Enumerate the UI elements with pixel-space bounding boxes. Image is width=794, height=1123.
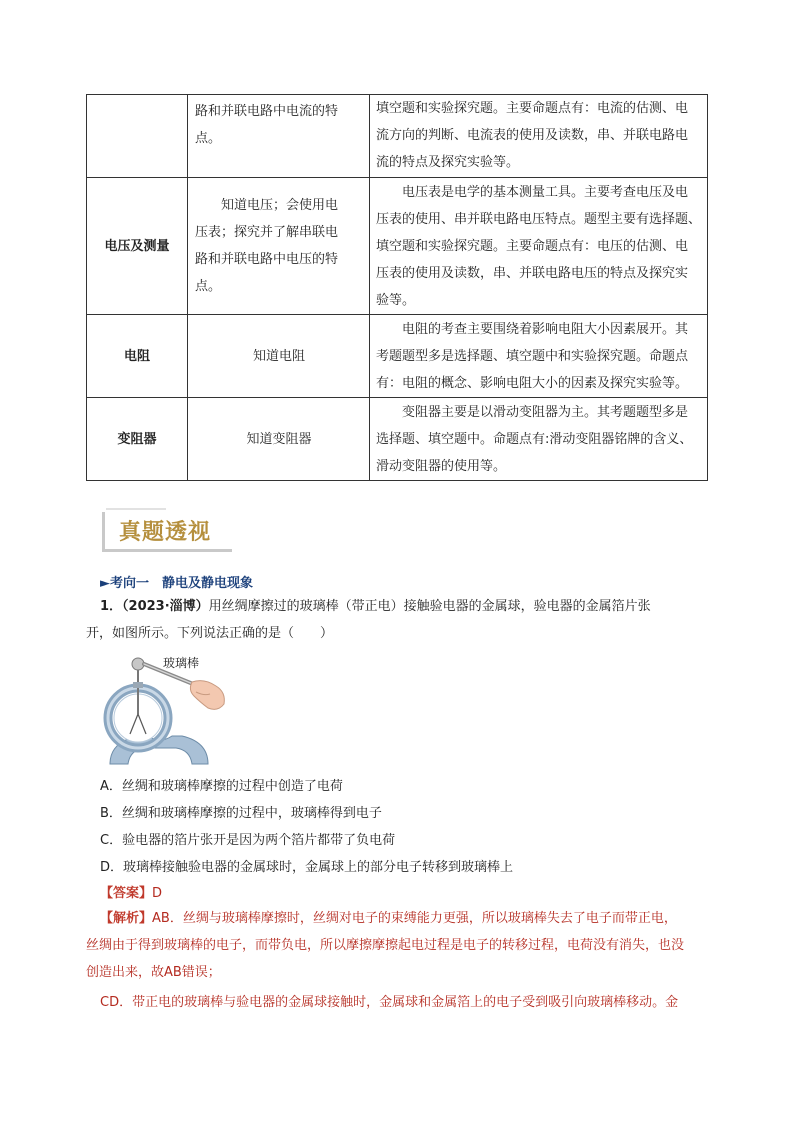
text-line: 流的特点及探究实验等。 <box>376 155 520 170</box>
text-line: 压表的使用、串并联电路电压特点。题型主要有选择题、 <box>376 211 702 227</box>
section-heading: ►考向一 静电及静电现象 <box>100 576 253 591</box>
text-line: 压表的使用及读数，串、并联电路电压的特点及探究实 <box>376 265 689 281</box>
table-cell-requirement <box>188 315 370 398</box>
analysis-tag: 【解析】 <box>100 911 153 926</box>
text-line: 点。 <box>195 131 222 146</box>
text-line: 有：电阻的概念、影响电阻大小的因素及探究实验等。 <box>376 375 689 391</box>
option-a: A．丝绸和玻璃棒摩擦的过程中创造了电荷 <box>100 779 343 794</box>
text-line: 填空题和实验探究题。主要命题点有：电压的估测、电 <box>376 238 689 254</box>
analysis-line: CD．带正电的玻璃棒与验电器的金属球接触时，金属球和金属箔上的电子受到吸引向玻璃棒移动。金 <box>100 995 679 1010</box>
option-c: C．验电器的箔片张开是因为两个箔片都带了负电荷 <box>100 833 396 848</box>
banner-title: 真题透视 <box>119 520 212 545</box>
option-d: D．玻璃棒接触验电器的金属球时，金属球上的部分电子转移到玻璃棒上 <box>100 860 514 875</box>
text-line: 知道电压；会使用电 <box>221 198 339 213</box>
analysis-text: AB．丝绸与玻璃棒摩擦时，丝绸对电子的束缚能力更强，所以玻璃棒失去了电子而带正电， <box>152 911 677 926</box>
text-line: 流方向的判断、电流表的使用及读数，串、并联电路电 <box>376 128 689 143</box>
table-cell-topic: 电阻 <box>87 315 188 398</box>
text-line: 知道变阻器 <box>246 431 312 447</box>
analysis-line: 丝绸由于得到玻璃棒的电子，而带负电，所以摩擦摩擦起电过程是电子的转移过程，电荷没有消失，也没 <box>86 938 685 953</box>
table-cell-requirement <box>188 398 370 481</box>
text-line: 滑动变阻器的使用等。 <box>376 458 507 474</box>
text-line: 电压表是电学的基本测量工具。主要考查电压及电 <box>402 184 689 200</box>
analysis-line <box>100 906 720 932</box>
table-row <box>87 178 708 315</box>
table-cell-topic: 变阻器 <box>87 398 188 481</box>
text-line: 压表；探究并了解串联电 <box>195 225 339 240</box>
question-stem-line <box>100 596 730 618</box>
banner-decoration <box>102 549 232 552</box>
table-cell-requirement <box>188 178 370 315</box>
question-stem-line: 开，如图所示。下列说法正确的是（ ） <box>86 626 334 641</box>
table-cell-analysis <box>370 315 708 398</box>
option-b: B．丝绸和玻璃棒摩擦的过程中，玻璃棒得到电子 <box>100 806 382 821</box>
question-number: 1． <box>100 599 123 614</box>
text-line: 点。 <box>195 279 222 294</box>
table-cell-analysis <box>370 178 708 315</box>
answer-tag: 【答案】 <box>100 886 153 901</box>
text-line: 知道电阻 <box>252 348 305 364</box>
text-line: 变阻器主要是以滑动变阻器为主。其考题题型多是 <box>402 404 689 420</box>
table-cell-analysis <box>370 398 708 481</box>
question-text: 用丝绸摩擦过的玻璃棒（带正电）接触验电器的金属球，验电器的金属箔片张 <box>208 599 651 614</box>
figure-label: 玻璃棒 <box>163 656 200 670</box>
table-row <box>87 398 708 481</box>
text-line: 验等。 <box>376 292 416 308</box>
answer-line <box>100 882 162 901</box>
table-cell-requirement <box>188 95 370 178</box>
text-line: 电阻的考查主要围绕着影响电阻大小因素展开。其 <box>402 321 689 337</box>
table-cell-analysis <box>370 95 708 178</box>
banner-decoration <box>106 508 166 510</box>
section-banner <box>102 508 232 552</box>
table-cell-topic: 电压及测量 <box>87 178 188 315</box>
text-line: 填空题和实验探究题。主要命题点有：电流的估测、电 <box>376 101 689 116</box>
analysis-line: 创造出来，故AB错误； <box>86 965 221 980</box>
table-row <box>87 315 708 398</box>
text-line: 路和并联电路中电压的特 <box>195 252 339 267</box>
question-source: （2023·淄博） <box>122 599 209 614</box>
text-line: 选择题、填空题中。命题点有:滑动变阻器铭牌的含义、 <box>376 431 693 447</box>
table-row <box>87 95 708 178</box>
knowledge-table <box>86 94 708 481</box>
text-line: 考题题型多是选择题、填空题中和实验探究题。命题点 <box>376 348 689 364</box>
text-line: 路和并联电路中电流的特 <box>195 104 339 119</box>
table-cell-topic <box>87 95 188 178</box>
answer-value: D <box>152 886 163 901</box>
banner-decoration <box>102 512 105 552</box>
